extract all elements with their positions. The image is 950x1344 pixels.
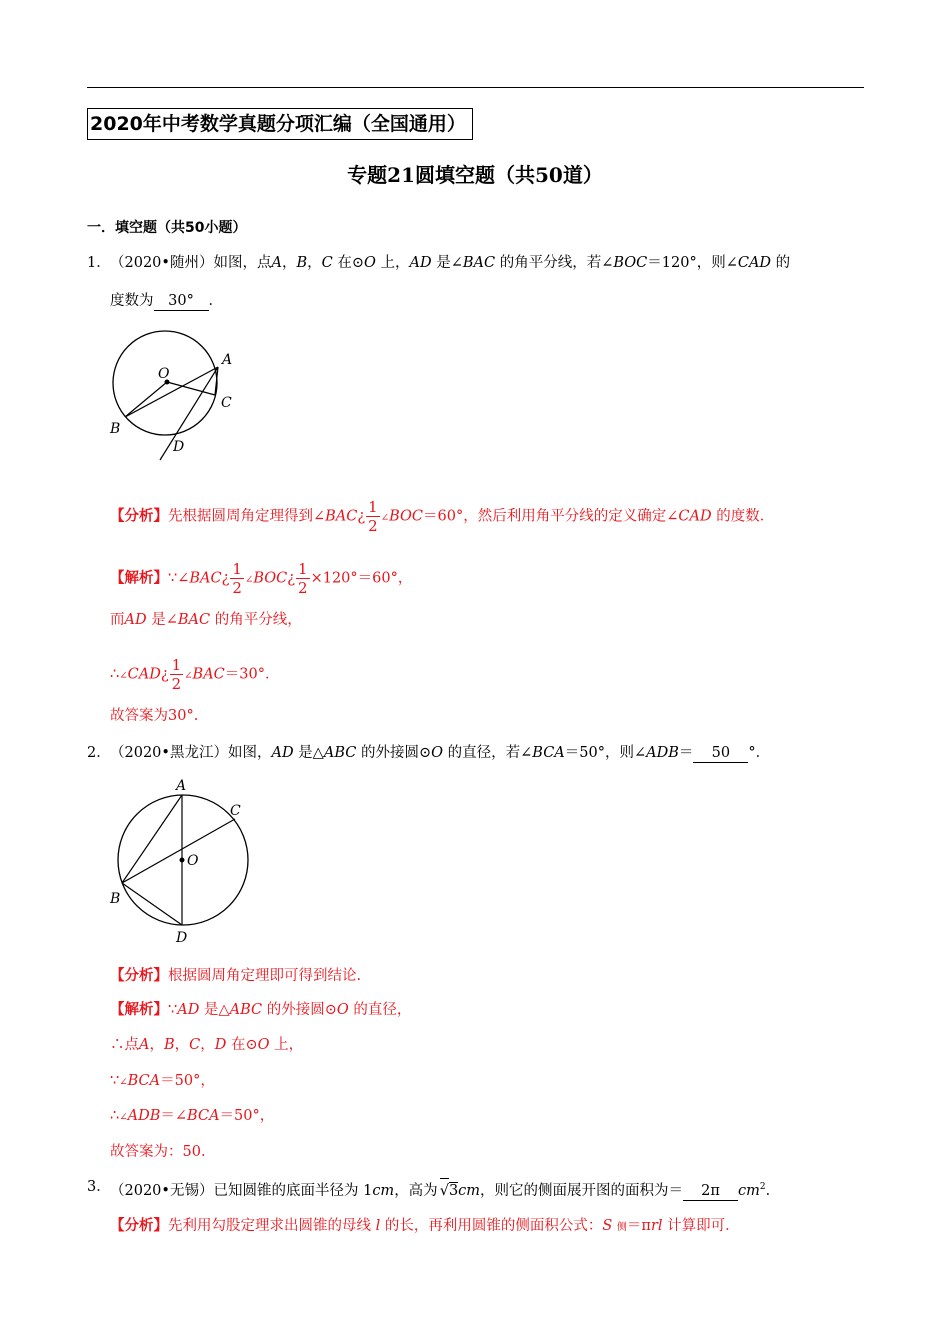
question-text: （2020•黑龙江）如图，AD 是△ABC 的外接圆⊙O 的直径，若∠BCA＝50°，则∠ADB＝ 50 °．	[110, 745, 771, 761]
analysis-2: 【分析】根据圆周角定理即可得到结论.	[110, 967, 362, 984]
label-B: B	[110, 891, 121, 907]
final-answer-1: 故答案为30°.	[110, 708, 199, 724]
solution-2: 【解析】∵AD 是△ABC 的外接圆⊙O 的直径，	[110, 1001, 412, 1018]
label-O: O	[187, 853, 199, 869]
label-D: D	[176, 930, 188, 945]
label-C: C	[230, 803, 241, 819]
answer-blank: 30°	[154, 292, 209, 311]
solution-1-line2: 而AD 是∠BAC 的角平分线，	[110, 612, 302, 628]
label-A: A	[222, 352, 233, 368]
topic-title: 专题21圆填空题（共50道）	[347, 163, 603, 187]
question-text: （2020•随州）如图，点A，B，C 在⊙O 上，AD 是∠BAC 的角平分线，若∠BOC＝120°，则∠CAD 的	[110, 255, 791, 271]
answer-blank: 50	[693, 744, 748, 763]
solution-1-line3: ∴∠CAD¿ $\frac{1}{2}$ ∠BAC＝30°．	[110, 656, 280, 693]
question-source: （2020•无锡）	[110, 1182, 214, 1199]
analysis-3: 【分析】先利用勾股定理求出圆锥的母线 l 的长，再利用圆锥的侧面积公式：S 侧＝πrl 计算即可．	[110, 1217, 740, 1234]
label-C: C	[221, 395, 232, 411]
answer-blank: 2π	[683, 1182, 738, 1201]
question-number: 3．	[87, 1179, 111, 1195]
collection-title: 2020年中考数学真题分项汇编（全国通用）	[87, 108, 473, 140]
question-number: 2．	[87, 745, 111, 761]
final-answer-2: 故答案为：50.	[110, 1144, 206, 1160]
question-source: （2020•黑龙江）	[110, 745, 228, 761]
solution-2-line2: ∴点A，B，C，D 在⊙O 上，	[110, 1037, 304, 1053]
question-number: 1．	[87, 255, 111, 271]
question-text-cont: 度数为 30° ．	[110, 293, 223, 309]
label-A: A	[176, 778, 187, 794]
circle-figure-2	[105, 775, 265, 945]
label-B: B	[110, 421, 121, 437]
header-rule	[87, 87, 864, 88]
section-heading: 一．填空题（共50小题）	[87, 220, 247, 236]
question-text: （2020•无锡）已知圆锥的底面半径为 1cm，高为 √3cm，则它的侧面展开图的面积为＝ 2π $cm^2$．	[110, 1175, 780, 1203]
solution-2-line3: ∵∠BCA＝50°，	[110, 1073, 215, 1089]
circle-figure-1	[105, 325, 245, 465]
analysis-1: 【分析】先根据圆周角定理得到∠BAC¿ $\frac{1}{2}$ ∠BOC＝60°，然后利用角平分线的定义确定∠CAD 的度数．	[110, 498, 775, 535]
solution-1: 【解析】∵∠BAC¿ $\frac{1}{2}$ ∠BOC¿ $\frac{1}{2}$ ×120°＝60°，	[110, 560, 413, 597]
question-source: （2020•随州）	[110, 255, 214, 271]
solution-2-line4: ∴∠ADB＝∠BCA＝50°，	[110, 1108, 275, 1124]
label-D: D	[173, 439, 185, 455]
label-O: O	[158, 366, 170, 382]
